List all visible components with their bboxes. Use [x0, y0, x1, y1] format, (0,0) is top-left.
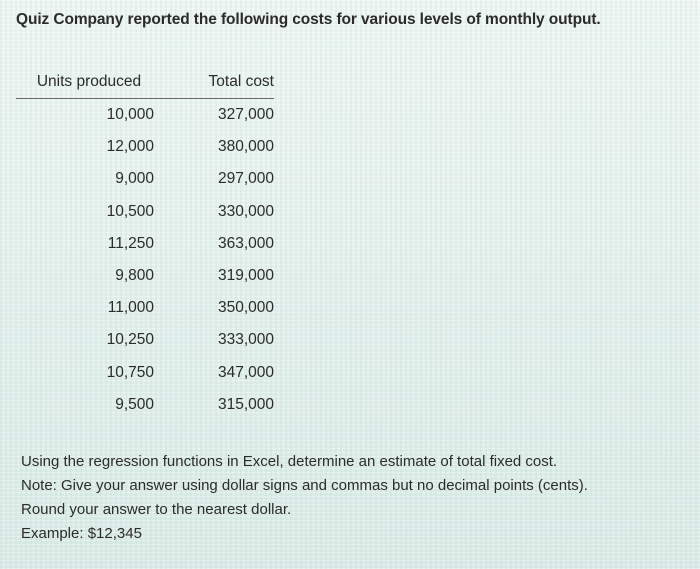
- cost-cell: 363,000: [217, 234, 274, 252]
- units-cell: 12,000: [106, 138, 154, 156]
- table-row: [16, 292, 274, 324]
- cost-cell: 297,000: [217, 170, 274, 188]
- table-row: [16, 324, 274, 356]
- cost-cell: 319,000: [217, 267, 274, 285]
- cost-cell: 350,000: [217, 299, 274, 317]
- units-cell: 10,000: [106, 106, 154, 124]
- units-cell: 10,500: [106, 202, 154, 220]
- instruction-line-note: Note: Give your answer using dollar signs and commas but no decimal points (cents).: [21, 477, 588, 494]
- units-cell: 10,250: [106, 331, 154, 349]
- cost-cell: 333,000: [217, 331, 274, 349]
- units-cell: 11,250: [107, 234, 154, 252]
- table-row: [16, 163, 274, 195]
- instruction-line-task: Using the regression functions in Excel, determine an estimate of total fixed cost.: [21, 453, 558, 470]
- table-row: [16, 260, 274, 292]
- units-produced-header: Units produced: [36, 73, 142, 90]
- cost-cell: 315,000: [217, 395, 274, 413]
- instruction-line-rounding: Round your answer to the nearest dollar.: [21, 501, 292, 518]
- cost-cell: 327,000: [217, 106, 274, 124]
- units-cell: 10,750: [106, 363, 154, 381]
- instructions: [21, 450, 588, 546]
- table-header: [16, 66, 274, 99]
- units-cell: 9,800: [115, 267, 154, 285]
- units-cell: 11,000: [107, 299, 154, 317]
- question-intro: Quiz Company reported the following costs for various levels of monthly output.: [16, 11, 601, 28]
- table-row: [16, 131, 274, 163]
- table-row: [16, 196, 274, 228]
- table-row: [16, 389, 274, 421]
- units-cell: 9,500: [115, 395, 154, 413]
- cost-cell: 380,000: [217, 138, 274, 156]
- cost-table: [16, 66, 274, 421]
- table-row: [16, 357, 274, 389]
- cost-cell: 330,000: [217, 202, 274, 220]
- units-cell: 9,000: [115, 170, 154, 188]
- total-cost-header: Total cost: [208, 73, 274, 90]
- instruction-line-example: Example: $12,345: [21, 525, 142, 542]
- cost-cell: 347,000: [217, 363, 274, 381]
- table-row: [16, 228, 274, 260]
- table-row: [16, 99, 274, 131]
